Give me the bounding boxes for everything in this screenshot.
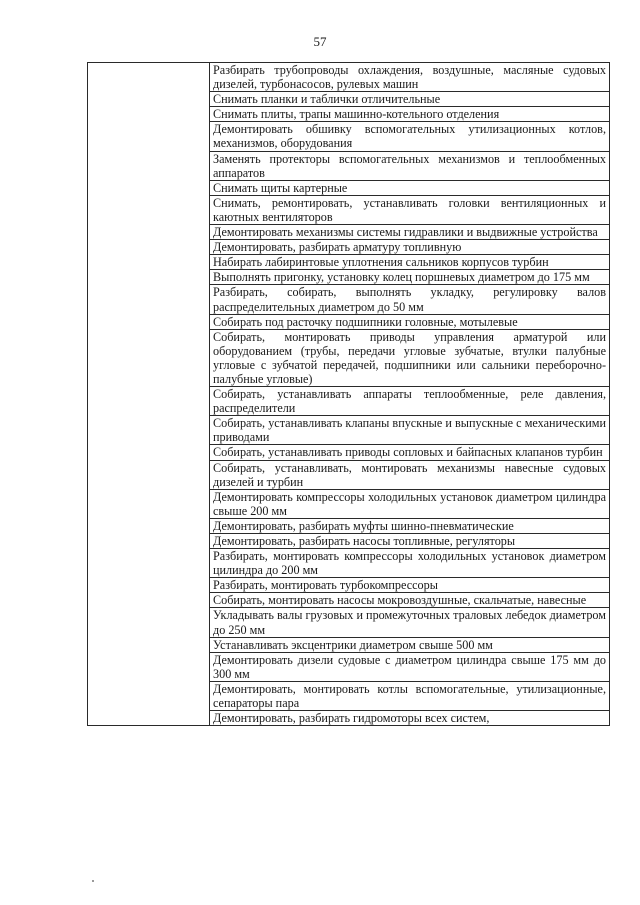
work-item-cell: Устанавливать эксцентрики диаметром свыше 500 мм (210, 637, 610, 652)
work-item-cell: Собирать, устанавливать аппараты теплообменные, реле давления, распределители (210, 387, 610, 416)
work-item-cell: Разбирать, собирать, выполнять укладку, регулировку валов распределительных диаметром до 50 мм (210, 285, 610, 314)
work-item-cell: Демонтировать, разбирать гидромоторы всех систем, (210, 711, 610, 726)
work-item-cell: Выполнять пригонку, установку колец поршневых диаметром до 175 мм (210, 270, 610, 285)
work-item-cell: Демонтировать компрессоры холодильных установок диаметром цилиндра свыше 200 мм (210, 489, 610, 518)
work-item-cell: Демонтировать, разбирать насосы топливные, регуляторы (210, 534, 610, 549)
empty-left-column-cell (88, 63, 210, 726)
work-item-cell: Демонтировать дизели судовые с диаметром цилиндра свыше 175 мм до 300 мм (210, 652, 610, 681)
work-item-cell: Заменять протекторы вспомогательных механизмов и теплообменных аппаратов (210, 151, 610, 180)
work-item-cell: Демонтировать, монтировать котлы вспомогательные, утилизационные, сепараторы пара (210, 681, 610, 710)
work-item-cell: Набирать лабиринтовые уплотнения сальников корпусов турбин (210, 255, 610, 270)
work-item-cell: Собирать, устанавливать, монтировать механизмы навесные судовых дизелей и турбин (210, 460, 610, 489)
work-item-cell: Снимать, ремонтировать, устанавливать головки вентиляционных и каютных вентиляторов (210, 195, 610, 224)
work-item-cell: Разбирать, монтировать турбокомпрессоры (210, 578, 610, 593)
work-item-cell: Демонтировать механизмы системы гидравлики и выдвижные устройства (210, 225, 610, 240)
work-item-cell: Собирать под расточку подшипники головные, мотылевые (210, 314, 610, 329)
work-items-table (87, 62, 610, 726)
work-item-cell: Демонтировать, разбирать арматуру топливную (210, 240, 610, 255)
scan-artifact-dot (92, 880, 94, 882)
work-item-cell: Разбирать трубопроводы охлаждения, воздушные, масляные судовых дизелей, турбонасосов, рулевых машин (210, 63, 610, 92)
work-item-cell: Снимать плиты, трапы машинно-котельного отделения (210, 107, 610, 122)
work-item-cell: Демонтировать, разбирать муфты шинно-пневматические (210, 518, 610, 533)
work-item-cell: Собирать, монтировать приводы управления арматурой или оборудованием (трубы, передачи угловые зубчатые, втулки палубные угловые с зубчатой передачей, подшипники или сальники переборочно-палубные угловые) (210, 329, 610, 386)
table-row (88, 63, 610, 92)
page-number: 57 (313, 34, 327, 49)
work-item-cell: Снимать планки и таблички отличительные (210, 92, 610, 107)
work-item-cell: Собирать, устанавливать приводы сопловых и байпасных клапанов турбин (210, 445, 610, 460)
work-item-cell: Собирать, монтировать насосы мокровоздушные, скальчатые, навесные (210, 593, 610, 608)
work-item-cell: Собирать, устанавливать клапаны впускные и выпускные с механическими приводами (210, 416, 610, 445)
work-item-cell: Укладывать валы грузовых и промежуточных траловых лебедок диаметром до 250 мм (210, 608, 610, 637)
work-item-cell: Снимать щиты картерные (210, 180, 610, 195)
table-body (88, 63, 610, 726)
work-item-cell: Разбирать, монтировать компрессоры холодильных установок диаметром цилиндра до 200 мм (210, 549, 610, 578)
work-item-cell: Демонтировать обшивку вспомогательных утилизационных котлов, механизмов, оборудования (210, 122, 610, 151)
